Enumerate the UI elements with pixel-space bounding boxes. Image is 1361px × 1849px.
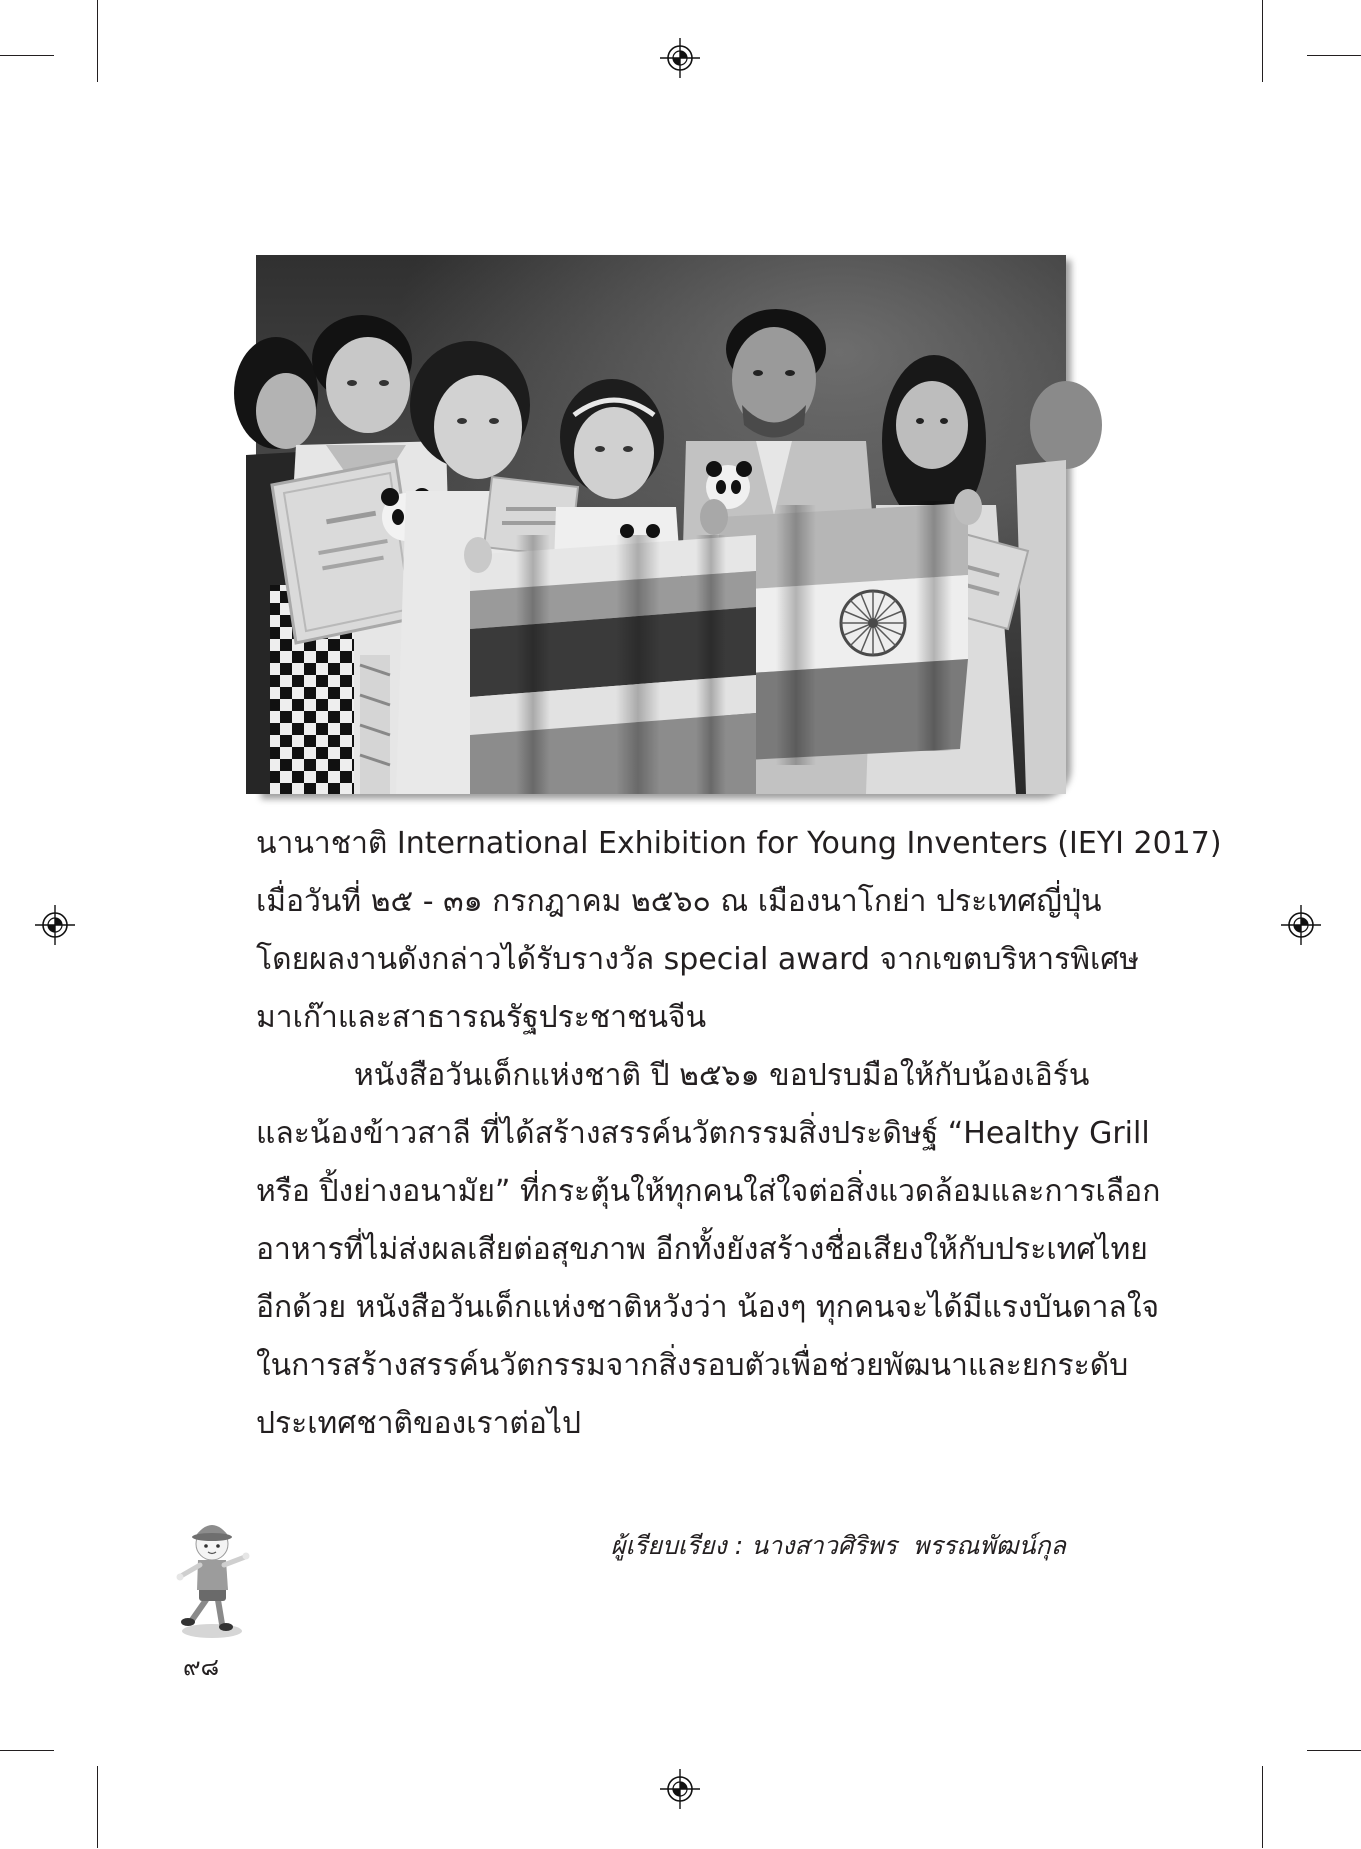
body-text: [256, 815, 1222, 1453]
crop-mark: [1262, 0, 1263, 82]
body-line: ประเทศชาติของเราต่อไป: [256, 1406, 582, 1441]
body-line: โดยผลงานดังกล่าวได้รับรางวัล special award จากเขตบริหารพิเศษ: [256, 942, 1140, 977]
registration-mark-icon: [660, 1769, 700, 1809]
body-line: อาหารที่ไม่ส่งผลเสียต่อสุขภาพ อีกทั้งยังสร้างชื่อเสียงให้กับประเทศไทย: [256, 1232, 1148, 1267]
body-line: เมื่อวันที่ ๒๕ - ๓๑ กรกฎาคม ๒๕๖๐ ณ เมืองนาโกย่า ประเทศญี่ปุ่น: [256, 884, 1102, 919]
registration-mark-icon: [35, 905, 75, 945]
body-line: หรือ ปิ้งย่างอนามัย” ที่กระตุ้นให้ทุกคนใส่ใจต่อสิ่งแวดล้อมและการเลือก: [256, 1174, 1161, 1209]
cartoon-boy-illustration: [172, 1508, 252, 1640]
body-line: นานาชาติ International Exhibition for Young Inventers (IEYI 2017): [256, 826, 1222, 861]
crop-mark: [1307, 1750, 1361, 1751]
registration-mark-icon: [1281, 905, 1321, 945]
body-line: มาเก๊าและสาธารณรัฐประชาชนจีน: [256, 1000, 707, 1035]
hand: [954, 489, 982, 525]
crop-mark: [0, 55, 54, 56]
certificate: [272, 461, 420, 643]
photo-image: [256, 255, 1066, 794]
body-line: อีกด้วย หนังสือวันเด็กแห่งชาติหวังว่า น้องๆ ทุกคนจะได้มีแรงบันดาลใจ: [256, 1290, 1160, 1325]
registration-mark-icon: [660, 38, 700, 78]
body-line: และน้องข้าวสาลี ที่ได้สร้างสรรค์นวัตกรรมสิ่งประดิษฐ์ “Healthy Grill: [256, 1116, 1150, 1151]
crop-mark: [1262, 1766, 1263, 1848]
crop-mark: [0, 1750, 54, 1751]
paragraph: [256, 1047, 1161, 1453]
flag-right: [719, 501, 968, 765]
hand: [464, 537, 492, 573]
flag-left: [470, 535, 756, 794]
crop-mark: [97, 1766, 98, 1848]
body-line: ในการสร้างสรรค์นวัตกรรมจากสิ่งรอบตัวเพื่อช่วยพัฒนาและยกระดับ: [256, 1348, 1129, 1383]
photo: [256, 255, 1066, 794]
author-credit: ผู้เรียบเรียง : นางสาวศิริพร พรรณพัฒน์กุล: [610, 1531, 1066, 1560]
paragraph: [256, 815, 1222, 1047]
hand: [700, 499, 728, 535]
crop-mark: [1307, 55, 1361, 56]
crop-mark: [97, 0, 98, 82]
body-line: หนังสือวันเด็กแห่งชาติ ปี ๒๕๖๑ ขอปรบมือให้กับน้องเอิร์น: [354, 1058, 1090, 1093]
page-number: ๙๘: [183, 1653, 220, 1681]
